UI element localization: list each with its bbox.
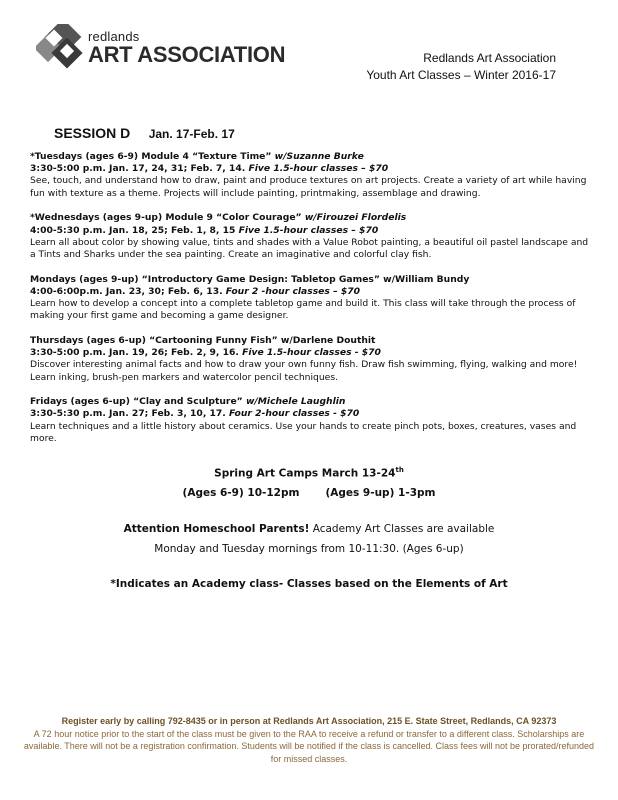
homeschool-line-1: Attention Homeschool Parents! Academy Art Classes are available xyxy=(123,523,495,535)
class-title: Fridays (ages 6-up) “Clay and Sculpture” w/Michele Laughlin xyxy=(30,396,346,408)
class-description: Learn all about color by showing value, tints and shades with a Value Robot painting, a beautiful oil pastel landscape and a Tints and Sharks under the sea painting. Create an imaginative and colorful clay fish. xyxy=(30,236,589,260)
class-item xyxy=(30,396,592,445)
class-item xyxy=(30,335,592,384)
page-header xyxy=(366,50,556,84)
logo xyxy=(36,22,286,82)
class-dates: 3:30-5:00 p.m. Jan. 19, 26; Feb. 2, 9, 16. Five 1.5-hour classes - $70 xyxy=(30,347,381,359)
class-description: Learn techniques and a little history about ceramics. Use your hands to create pinch pots, boxes, creatures, vases and more. xyxy=(30,420,577,444)
logo-small-text: redlands xyxy=(88,29,140,44)
footer-register: Register early by calling 792-8435 or in person at Redlands Art Association, 215 E. State Street, Redlands, CA 92373 xyxy=(61,716,557,726)
camps-times: (Ages 6-9) 10-12pm (Ages 9-up) 1-3pm xyxy=(182,487,436,499)
header-organization: Redlands Art Association xyxy=(423,51,556,65)
footer xyxy=(20,715,598,765)
class-item xyxy=(30,151,592,200)
session-title: SESSION D xyxy=(54,125,131,141)
session-dates: Jan. 17-Feb. 17 xyxy=(148,127,235,141)
class-list xyxy=(30,151,592,458)
header-subtitle: Youth Art Classes – Winter 2016-17 xyxy=(366,68,556,82)
session-heading xyxy=(54,125,235,143)
class-item xyxy=(30,212,592,261)
class-title: *Wednesdays (ages 9-up) Module 9 “Color Courage” w/Firouzei Flordelis xyxy=(30,212,407,224)
class-dates: 3:30-5:30 p.m. Jan. 27; Feb. 3, 10, 17. Four 2-hour classes - $70 xyxy=(30,408,360,420)
class-dates: 4:00-6:00p.m. Jan. 23, 30; Feb. 6, 13. Four 2 -hour classes – $70 xyxy=(30,285,361,297)
class-dates: 4:00-5:30 p.m. Jan. 18, 25; Feb. 1, 8, 15 Five 1.5-hour classes – $70 xyxy=(30,224,379,236)
camps-title: Spring Art Camps March 13-24th xyxy=(214,466,404,480)
academy-note: *Indicates an Academy class- Classes based on the Elements of Art xyxy=(110,578,508,590)
class-dates: 3:30-5:00 p.m. Jan. 17, 24, 31; Feb. 7, 14. Five 1.5-hour classes – $70 xyxy=(30,163,389,175)
footer-policy: A 72 hour notice prior to the start of the class must be given to the RAA to receive a refund or transfer to a different class. Scholarships are available. There will not be a registration confirmation. Students will be notified if the class is cancelled. Class fees will not be prorated/refunded for missed classes. xyxy=(23,728,595,764)
class-description: Learn how to develop a concept into a complete tabletop game and build it. This class will take through the process of making your first game and becoming a game designer. xyxy=(30,298,576,322)
homeschool-line-2: Monday and Tuesday mornings from 10-11:30. (Ages 6-up) xyxy=(154,543,464,555)
logo-mark-icon xyxy=(36,24,86,74)
class-description: See, touch, and understand how to draw, paint and produce textures on art projects. Create a variety of art while having fun with texture as a theme. Projects will include painting, printmaking, assemblage and drawing. xyxy=(30,175,587,199)
logo-big-text: ART ASSOCIATION xyxy=(88,42,286,67)
class-title: *Tuesdays (ages 6-9) Module 4 “Texture Time” w/Suzanne Burke xyxy=(30,151,364,162)
class-title: Mondays (ages 9-up) “Introductory Game Design: Tabletop Games” w/William Bundy xyxy=(30,273,470,285)
class-item xyxy=(30,274,592,323)
class-title: Thursdays (ages 6-up) “Cartooning Funny Fish” w/Darlene Douthit xyxy=(30,334,376,346)
class-description: Discover interesting animal facts and how to draw your own funny fish. Draw fish swimming, flying, walking and more! Learn inking, brush-pen markers and watercolor pencil techniques. xyxy=(30,359,578,383)
